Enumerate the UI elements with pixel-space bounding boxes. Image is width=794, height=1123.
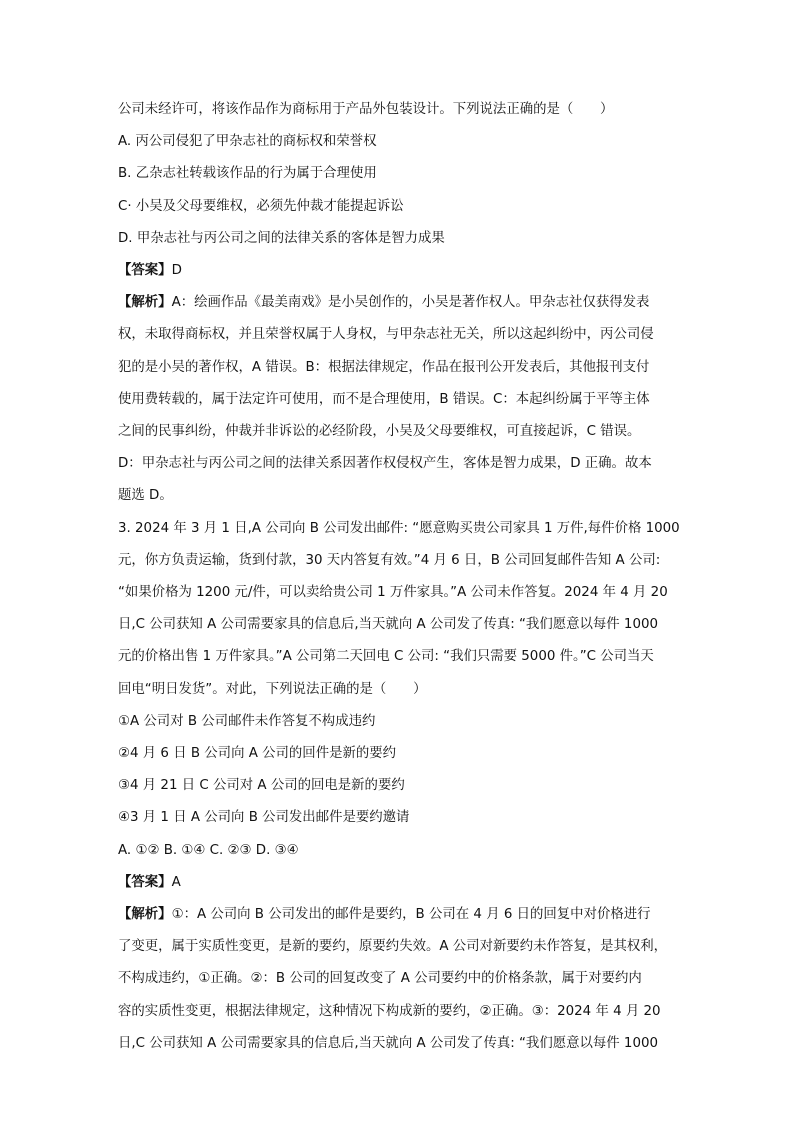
q3-analysis-line-3: 不构成违约，①正确。②：B 公司的回复改变了 A 公司要约中的价格条款，属于对要约内 <box>118 971 642 987</box>
q2-analysis-line-1: 【解析】A：绘画作品《最美南戏》是小吴创作的，小吴是著作权人。甲杂志社仅获得发表 <box>118 295 650 311</box>
q3-analysis-label: 【解析】 <box>118 907 172 923</box>
q2-option-b: B. 乙杂志社转载该作品的行为属于合理使用 <box>118 166 377 182</box>
q2-analysis-line-6: D：甲杂志社与丙公司之间的法律关系因著作权侵权产生，客体是智力成果，D 正确。故本 <box>118 456 652 472</box>
q3-stem-line-5: 元的价格出售 1 万件家具。”A 公司第二天回电 C 公司: “我们只需要 5000 件。”C 公司当天 <box>118 649 654 665</box>
page-content <box>118 94 683 1060</box>
q3-stem-line-1: 3. 2024 年 3 月 1 日,A 公司向 B 公司发出邮件: “愿意购买贵公司家具 1 万件,每件价格 1000 <box>118 520 680 536</box>
q2-option-a: A. 丙公司侵犯了甲杂志社的商标权和荣誉权 <box>118 134 377 150</box>
q3-stem-line-2: 元，你方负责运输，货到付款，30 天内答复有效。”4 月 6 日，B 公司回复邮件告知 A 公司: <box>118 552 661 568</box>
q2-answer <box>118 255 683 287</box>
q2-answer-label: 【答案】 <box>118 263 172 279</box>
q3-answer-value: A <box>171 874 181 890</box>
q3-analysis-line-5: 日,C 公司获知 A 公司需要家具的信息后,当天就向 A 公司发了传真: “我们愿意以每件 1000 <box>118 1035 659 1051</box>
q3-analysis-line-2: 了变更，属于实质性变更，是新的要约，原要约失效。A 公司对新要约未作答复，是其权利， <box>118 939 668 955</box>
q3-statement-2: ②4 月 6 日 B 公司向 A 公司的回件是新的要约 <box>118 746 397 762</box>
q2-analysis-line-5: 之间的民事纠纷，仲裁并非诉讼的必经阶段，小吴及父母要维权，可直接起诉，C 错误。 <box>118 424 641 440</box>
q2-option-d: D. 甲杂志社与丙公司之间的法律关系的客体是智力成果 <box>118 230 445 246</box>
q3-answer-label: 【答案】 <box>118 874 172 890</box>
q2-stem-tail: 公司未经许可，将该作品作为商标用于产品外包装设计。下列说法正确的是（ ） <box>118 102 614 117</box>
q2-answer-value: D <box>171 263 182 279</box>
q2-analysis-label: 【解析】 <box>118 295 172 311</box>
q3-analysis-line-1: 【解析】①：A 公司向 B 公司发出的邮件是要约，B 公司在 4 月 6 日的回复中对价格进行 <box>118 907 651 923</box>
q3-statement-4: ④3 月 1 日 A 公司向 B 公司发出邮件是要约邀请 <box>118 810 410 826</box>
q3-statement-3: ③4 月 21 日 C 公司对 A 公司的回电是新的要约 <box>118 778 405 794</box>
q3-analysis-line-4: 容的实质性变更，根据法律规定，这种情况下构成新的要约，②正确。③：2024 年 4 月 20 <box>118 1003 661 1019</box>
q3-statement-1: ①A 公司对 B 公司邮件未作答复不构成违约 <box>118 713 376 729</box>
q2-analysis-line-3: 犯的是小吴的著作权，A 错误。B：根据法律规定，作品在报刊公开发表后，其他报刊支付 <box>118 359 650 375</box>
q3-choices: A. ①② B. ①④ C. ②③ D. ③④ <box>118 842 299 858</box>
q3-stem-line-3: “如果价格为 1200 元/件，可以卖给贵公司 1 万件家具。”A 公司未作答复。2024 年 4 月 20 <box>118 585 668 601</box>
q3-stem-line-4: 日,C 公司获知 A 公司需要家具的信息后,当天就向 A 公司发了传真: “我们愿意以每件 1000 <box>118 617 659 633</box>
q3-answer <box>118 867 683 899</box>
q2-option-c: C· 小吴及父母要维权，必须先仲裁才能提起诉讼 <box>118 198 404 214</box>
q2-analysis-line-4: 使用费转载的，属于法定许可使用，而不是合理使用，B 错误。C：本起纠纷属于平等主体 <box>118 391 650 407</box>
q2-analysis-line-7: 题选 D。 <box>118 488 173 504</box>
q2-analysis-line-2: 权，未取得商标权，并且荣誉权属于人身权，与甲杂志社无关，所以这起纠纷中，丙公司侵 <box>118 327 654 343</box>
q3-stem-line-6: 回电“明日发货”。对此，下列说法正确的是（ ） <box>118 681 427 697</box>
